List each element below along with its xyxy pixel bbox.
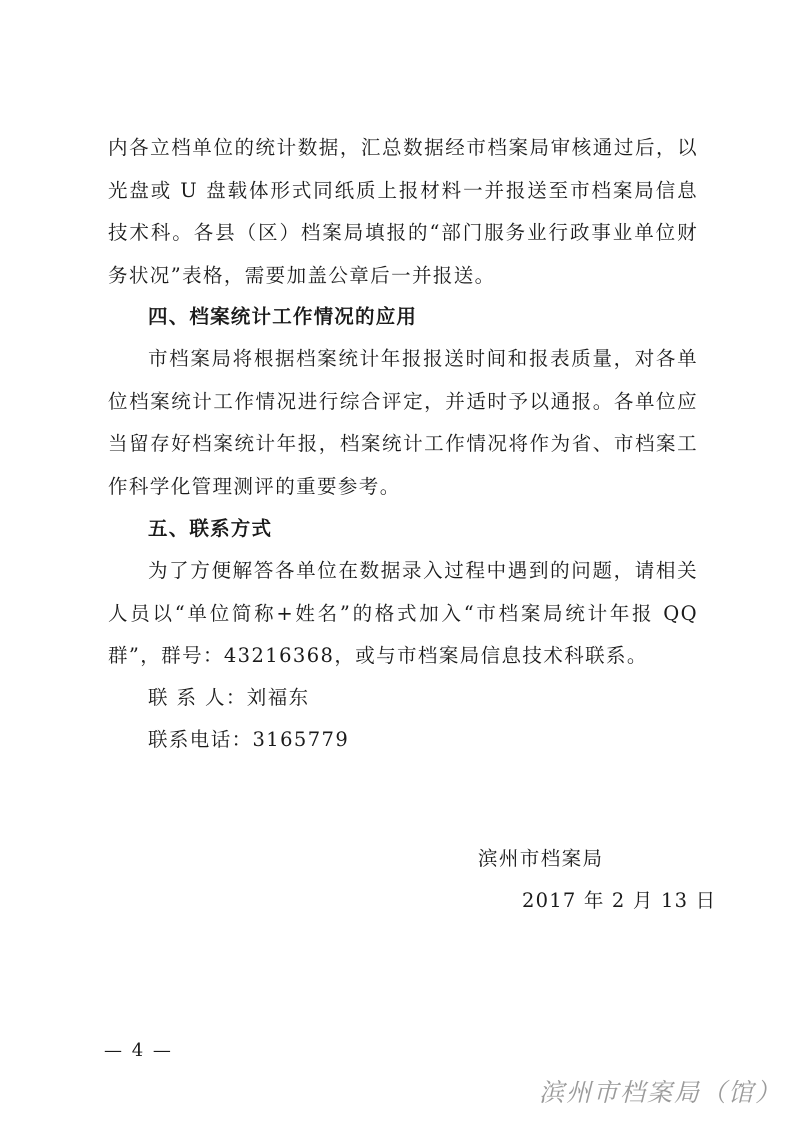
section-4-body: 市档案局将根据档案统计年报报送时间和报表质量，对各单位档案统计工作情况进行综合评定，并适时予以通报。各单位应当留存好档案统计年报，档案统计工作情况将作为省、市档案工作科学化管理测评的重要参考。 bbox=[108, 347, 698, 498]
signature-date: 2017 年 2 月 13 日 bbox=[522, 889, 717, 912]
contact-phone: 联系电话：3165779 bbox=[148, 728, 350, 751]
signature-organization: 滨州市档案局 bbox=[478, 847, 604, 870]
contact-person: 联 系 人：刘福东 bbox=[148, 686, 310, 709]
section-5-heading: 五、联系方式 bbox=[148, 517, 273, 540]
section-5-body: 为了方便解答各单位在数据录入过程中遇到的问题，请相关人员以“单位简称+姓名”的格式加入“市档案局统计年报 QQ 群”，群号：43216368，或与市档案局信息技术科联系。 bbox=[108, 559, 698, 667]
continuation-paragraph: 内各立档单位的统计数据，汇总数据经市档案局审核通过后，以光盘或 U 盘载体形式同纸质上报材料一并报送至市档案局信息技术科。各县（区）档案局填报的“部门服务业行政事业单位财务状况”表格，需要加盖公章后一并报送。 bbox=[108, 136, 698, 287]
page-number: — 4 — bbox=[104, 1040, 173, 1061]
watermark: 滨州市档案局（馆） bbox=[538, 1078, 782, 1107]
section-4-heading: 四、档案统计工作情况的应用 bbox=[148, 305, 418, 328]
